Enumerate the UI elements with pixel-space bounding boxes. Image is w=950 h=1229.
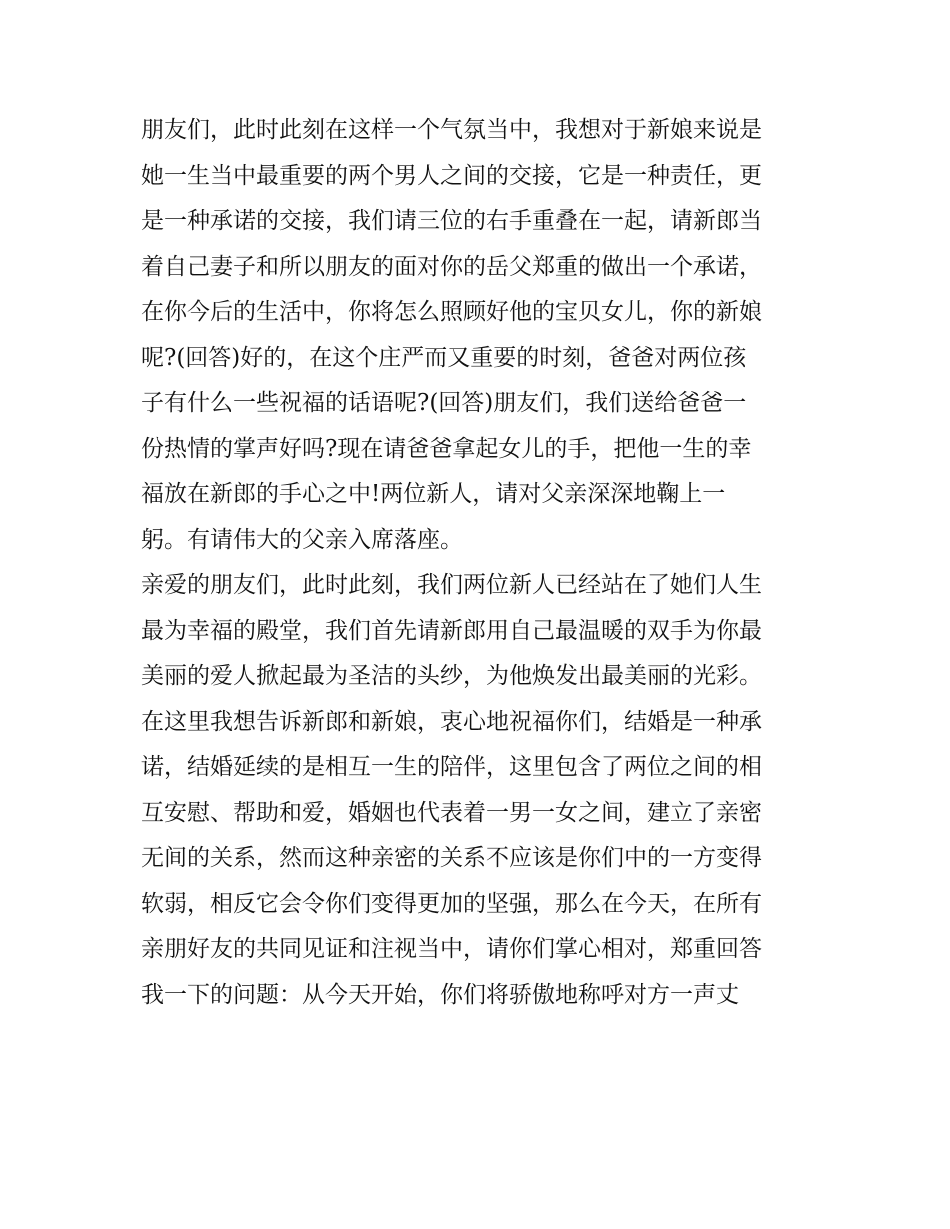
text-line: 在这里我想告诉新郎和新娘，衷心地祝福你们，结婚是一种承: [141, 708, 762, 735]
text-line: 子有什么一些祝福的话语呢?(回答)朋友们，我们送给爸爸一: [141, 390, 747, 416]
text-line: 无间的关系，然而这种亲密的关系不应该是你们中的一方变得: [141, 845, 762, 871]
text-line: 互安慰、帮助和爱，婚姻也代表着一男一女之间，建立了亲密: [141, 799, 762, 826]
text-line: 亲爱的朋友们，此时此刻，我们两位新人已经站在了她们人生: [141, 572, 762, 598]
text-line: 最为幸福的殿堂，我们首先请新郎用自己最温暖的双手为你最: [141, 617, 762, 644]
text-line: 是一种承诺的交接，我们请三位的右手重叠在一起，请新郎当: [141, 208, 762, 234]
text-line: 美丽的爱人掀起最为圣洁的头纱，为他焕发出最美丽的光彩。: [141, 663, 762, 689]
text-line: 她一生当中最重要的两个男人之间的交接，它是一种责任，更: [141, 162, 762, 189]
body-text: [141, 108, 821, 1018]
text-line: 在你今后的生活中，你将怎么照顾好他的宝贝女儿，你的新娘: [141, 299, 762, 325]
text-line: 我一下的问题：从今天开始，你们将骄傲地称呼对方一声丈: [141, 981, 739, 1008]
text-line: 软弱，相反它会令你们变得更加的坚强，那么在今天，在所有: [141, 890, 762, 917]
text-line: 着自己妻子和所以朋友的面对你的岳父郑重的做出一个承诺，: [141, 253, 762, 280]
text-line: 诺，结婚延续的是相互一生的陪伴，这里包含了两位之间的相: [141, 754, 762, 780]
text-line: 躬。有请伟大的父亲入席落座。: [141, 526, 463, 553]
text-line: 福放在新郎的手心之中!两位新人，请对父亲深深地鞠上一: [141, 481, 726, 507]
text-line: 份热情的掌声好吗?现在请爸爸拿起女儿的手，把他一生的幸: [141, 435, 752, 462]
text-line: 朋友们，此时此刻在这样一个气氛当中，我想对于新娘来说是: [141, 117, 762, 143]
text-line: 亲朋好友的共同见证和注视当中，请你们掌心相对，郑重回答: [141, 936, 762, 962]
text-line: 呢?(回答)好的，在这个庄严而又重要的时刻，爸爸对两位孩: [141, 344, 747, 371]
